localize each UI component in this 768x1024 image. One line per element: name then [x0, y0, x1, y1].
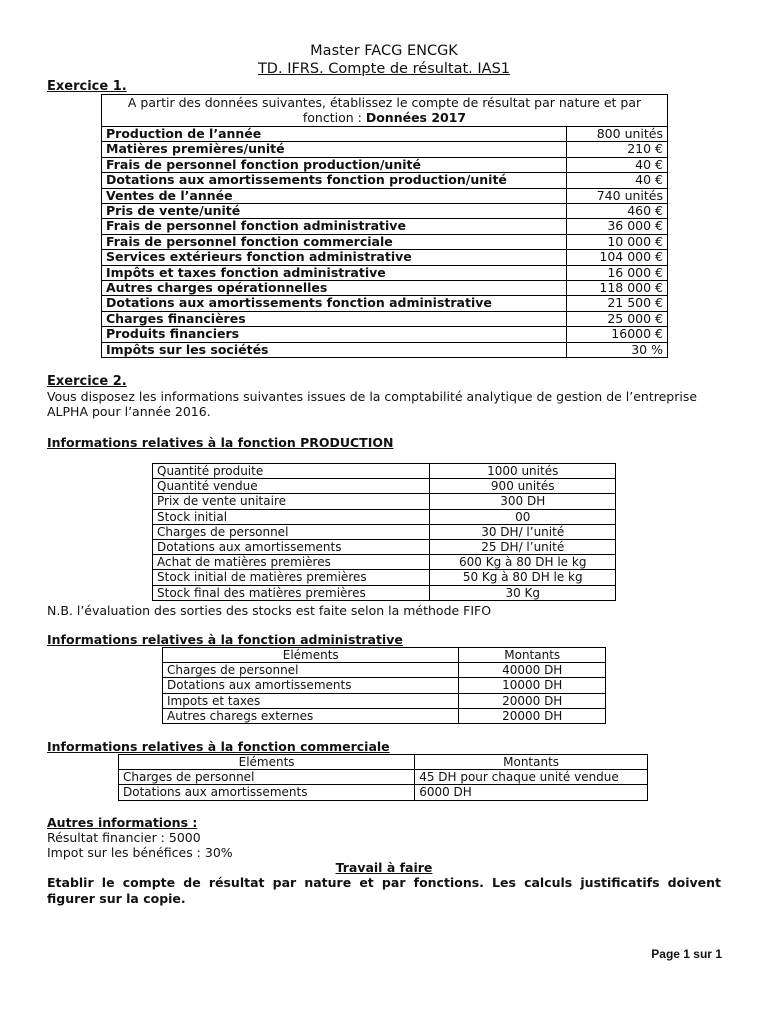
production-row: [153, 585, 616, 600]
production-label: Stock initial de matières premières: [153, 570, 430, 585]
task-heading: Travail à faire: [335, 860, 433, 875]
exercise1-label: Frais de personnel fonction production/unité: [102, 157, 567, 172]
commercial-col-elements: Eléments: [119, 755, 415, 770]
exercise1-row: [102, 234, 668, 249]
exercise1-label: Dotations aux amortissements fonction production/unité: [102, 173, 567, 188]
exercise2-intro: Vous disposez les informations suivantes issues de la comptabilité analytique de gestion de l’entreprise ALPHA pour l’année 2016.: [47, 389, 698, 419]
exercise1-value: 21 500 €: [567, 296, 668, 311]
production-value: 00: [430, 509, 616, 524]
administrative-row: [163, 663, 606, 678]
exercise1-row: [102, 296, 668, 311]
production-label: Prix de vente unitaire: [153, 494, 430, 509]
commercial-row: [119, 770, 648, 785]
production-table: [152, 463, 616, 601]
production-label: Stock initial: [153, 509, 430, 524]
production-value: 30 Kg: [430, 585, 616, 600]
exercise1-intro-row: [102, 95, 668, 127]
task-text: Etablir le compte de résultat par nature et par fonctions. Les calculs justificatifs doivent figurer sur la copie.: [47, 875, 721, 906]
production-value: 1000 unités: [430, 464, 616, 479]
other-info-heading: Autres informations :: [47, 815, 198, 830]
production-row: [153, 494, 616, 509]
exercise1-value: 36 000 €: [567, 219, 668, 234]
exercise1-label: Pris de vente/unité: [102, 204, 567, 219]
administrative-value: 20000 DH: [459, 693, 606, 708]
exercise1-row: [102, 142, 668, 157]
exercise1-row: [102, 173, 668, 188]
other-info-tax: Impot sur les bénéfices : 30%: [47, 845, 233, 860]
production-label: Dotations aux amortissements: [153, 540, 430, 555]
production-value: 30 DH/ l’unité: [430, 524, 616, 539]
exercise1-label: Charges financières: [102, 311, 567, 326]
production-row: [153, 509, 616, 524]
production-label: Charges de personnel: [153, 524, 430, 539]
exercise1-intro-bold: Données 2017: [365, 109, 467, 125]
exercise2-heading: Exercice 2.: [47, 374, 127, 389]
exercise1-row: [102, 265, 668, 280]
other-info-financial: Résultat financier : 5000: [47, 830, 201, 845]
production-value: 300 DH: [430, 494, 616, 509]
exercise1-value: 30 %: [567, 342, 668, 357]
exercise1-intro-text: A partir des données suivantes, établissez le compte de résultat par nature et par fonction :: [127, 95, 642, 125]
exercise1-label: Services extérieurs fonction administrative: [102, 250, 567, 265]
exercise1-row: [102, 127, 668, 142]
administrative-value: 40000 DH: [459, 663, 606, 678]
production-label: Stock final des matières premières: [153, 585, 430, 600]
exercise1-label: Ventes de l’année: [102, 188, 567, 203]
administrative-row: [163, 708, 606, 723]
administrative-row: [163, 693, 606, 708]
commercial-header-row: [119, 755, 648, 770]
exercise1-value: 16 000 €: [567, 265, 668, 280]
production-row: [153, 524, 616, 539]
exercise1-label: Frais de personnel fonction commerciale: [102, 234, 567, 249]
exercise1-value: 460 €: [567, 204, 668, 219]
exercise1-value: 25 000 €: [567, 311, 668, 326]
production-row: [153, 555, 616, 570]
exercise1-label: Autres charges opérationnelles: [102, 281, 567, 296]
production-label: Achat de matières premières: [153, 555, 430, 570]
commercial-heading: Informations relatives à la fonction commerciale: [47, 739, 390, 754]
production-row: [153, 479, 616, 494]
administrative-col-elements: Eléments: [163, 648, 459, 663]
production-value: 900 unités: [430, 479, 616, 494]
exercise1-value: 40 €: [567, 173, 668, 188]
exercise1-row: [102, 281, 668, 296]
production-row: [153, 464, 616, 479]
exercise1-row: [102, 311, 668, 326]
production-label: Quantité vendue: [153, 479, 430, 494]
exercise1-value: 40 €: [567, 157, 668, 172]
production-value: 25 DH/ l’unité: [430, 540, 616, 555]
commercial-value: 45 DH pour chaque unité vendue: [415, 770, 648, 785]
commercial-value: 6000 DH: [415, 785, 648, 800]
production-value: 50 Kg à 80 DH le kg: [430, 570, 616, 585]
production-label: Quantité produite: [153, 464, 430, 479]
commercial-table: [118, 754, 648, 801]
administrative-label: Impots et taxes: [163, 693, 459, 708]
administrative-label: Autres charegs externes: [163, 708, 459, 723]
commercial-row: [119, 785, 648, 800]
document-title-line2: TD. IFRS. Compte de résultat. IAS1: [257, 61, 511, 77]
exercise1-value: 16000 €: [567, 327, 668, 342]
administrative-col-amounts: Montants: [459, 648, 606, 663]
exercise1-label: Produits financiers: [102, 327, 567, 342]
exercise1-label: Frais de personnel fonction administrative: [102, 219, 567, 234]
exercise1-value: 10 000 €: [567, 234, 668, 249]
administrative-value: 10000 DH: [459, 678, 606, 693]
exercise1-value: 800 unités: [567, 127, 668, 142]
commercial-col-amounts: Montants: [415, 755, 648, 770]
administrative-row: [163, 678, 606, 693]
production-heading: Informations relatives à la fonction PRODUCTION: [47, 435, 394, 450]
exercise1-label: Impôts et taxes fonction administrative: [102, 265, 567, 280]
exercise1-row: [102, 250, 668, 265]
administrative-heading: Informations relatives à la fonction administrative: [47, 632, 403, 647]
exercise1-row: [102, 204, 668, 219]
page-number: Page 1 sur 1: [651, 947, 722, 961]
exercise1-heading: Exercice 1.: [47, 79, 127, 94]
production-row: [153, 540, 616, 555]
administrative-label: Dotations aux amortissements: [163, 678, 459, 693]
exercise1-value: 210 €: [567, 142, 668, 157]
commercial-label: Dotations aux amortissements: [119, 785, 415, 800]
exercise1-row: [102, 327, 668, 342]
exercise1-label: Production de l’année: [102, 127, 567, 142]
exercise1-row: [102, 342, 668, 357]
exercise1-row: [102, 188, 668, 203]
exercise1-value: 740 unités: [567, 188, 668, 203]
administrative-label: Charges de personnel: [163, 663, 459, 678]
exercise1-row: [102, 219, 668, 234]
production-value: 600 Kg à 80 DH le kg: [430, 555, 616, 570]
production-note: N.B. l’évaluation des sorties des stocks est faite selon la méthode FIFO: [47, 603, 492, 618]
exercise1-value: 118 000 €: [567, 281, 668, 296]
administrative-value: 20000 DH: [459, 708, 606, 723]
exercise1-label: Impôts sur les sociétés: [102, 342, 567, 357]
exercise1-label: Matières premières/unité: [102, 142, 567, 157]
exercise1-value: 104 000 €: [567, 250, 668, 265]
administrative-table: [162, 647, 606, 724]
exercise1-intro: [102, 95, 668, 127]
exercise1-table: [101, 94, 668, 358]
administrative-header-row: [163, 648, 606, 663]
production-row: [153, 570, 616, 585]
exercise1-row: [102, 157, 668, 172]
exercise1-label: Dotations aux amortissements fonction administrative: [102, 296, 567, 311]
commercial-label: Charges de personnel: [119, 770, 415, 785]
document-title-line1: Master FACG ENCGK: [310, 43, 458, 59]
